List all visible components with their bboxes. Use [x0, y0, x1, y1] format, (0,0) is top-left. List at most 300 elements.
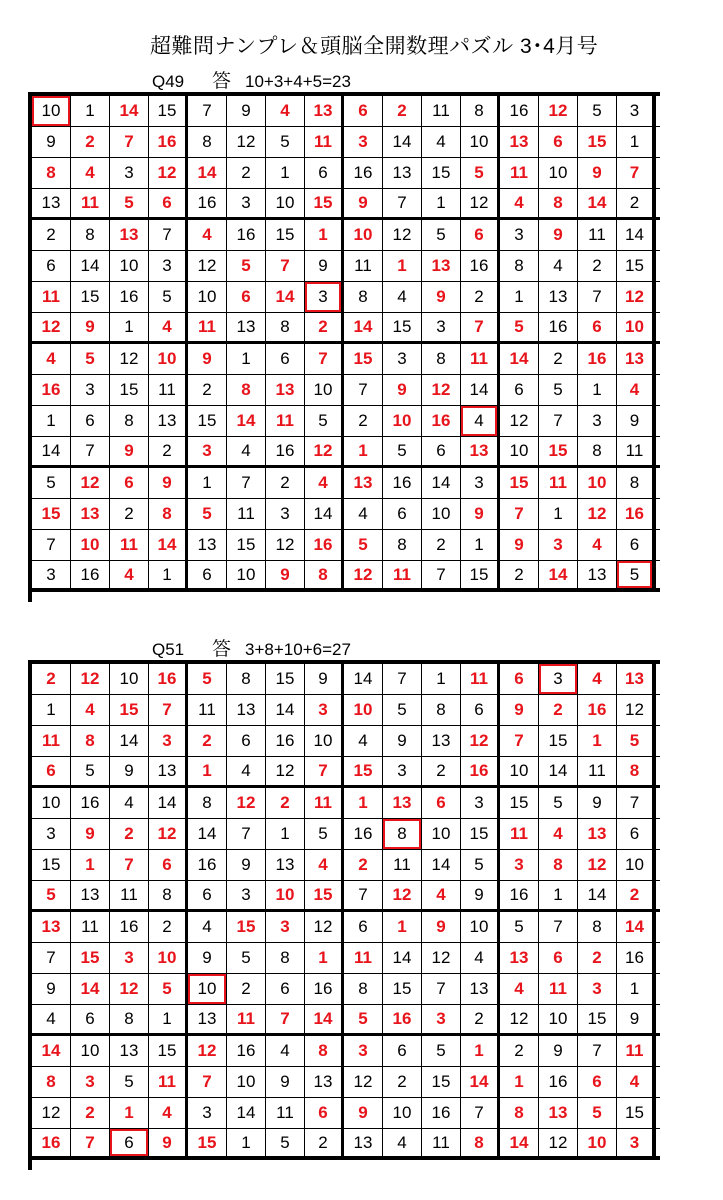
grid-cell: 15	[110, 375, 149, 405]
grid-cell: 2	[539, 344, 578, 374]
grid-cell: 15	[539, 726, 578, 756]
grid-cell: 16	[110, 282, 149, 312]
grid-cell: 15	[344, 344, 383, 374]
grid-cell: 4	[539, 251, 578, 281]
grid-cell: 8	[617, 757, 656, 785]
grid-cell: 4	[32, 344, 71, 374]
grid-cell: 12	[32, 1098, 71, 1128]
grid-cell: 12	[149, 819, 188, 849]
grid-cell: 4	[461, 943, 500, 973]
grid-cell: 3	[149, 726, 188, 756]
grid-cell: 13	[305, 96, 344, 126]
grid-cell: 10	[578, 1129, 617, 1156]
grid-cell: 2	[461, 282, 500, 312]
grid-cell: 13	[188, 1005, 227, 1033]
grid-cell: 15	[188, 406, 227, 436]
grid-cell: 6	[305, 1098, 344, 1128]
grid-cell: 10	[500, 437, 539, 465]
grid-cell: 3	[32, 561, 71, 588]
grid-row	[32, 881, 660, 912]
grid-cell: 11	[71, 189, 110, 217]
grid-cell: 9	[383, 726, 422, 756]
grid-cell: 14	[305, 1005, 344, 1033]
grid-cell: 8	[188, 788, 227, 818]
grid-cell: 15	[266, 664, 305, 694]
grid-cell: 13	[422, 726, 461, 756]
grid-cell: 8	[149, 881, 188, 909]
grid-cell: 6	[32, 251, 71, 281]
grid-cell: 1	[266, 819, 305, 849]
grid-cell: 1	[71, 850, 110, 880]
grid-cell: 6	[188, 561, 227, 588]
grid-cell: 13	[266, 375, 305, 405]
grid-cell: 14	[266, 282, 305, 312]
grid-cell: 4	[539, 819, 578, 849]
grid-cell: 9	[110, 437, 149, 465]
grid-row	[32, 664, 660, 695]
grid-cell: 8	[344, 282, 383, 312]
grid-cell: 14	[500, 1129, 539, 1156]
grid-cell: 9	[305, 664, 344, 694]
grid-cell: 14	[266, 695, 305, 725]
grid-cell: 12	[227, 127, 266, 157]
grid-cell: 14	[383, 943, 422, 973]
grid-cell: 13	[617, 344, 656, 374]
grid-cell: 11	[110, 530, 149, 560]
grid-cell: 5	[539, 375, 578, 405]
highlighted-cell: 6	[110, 1129, 149, 1156]
grid-cell: 14	[188, 158, 227, 188]
grid-cell: 16	[188, 850, 227, 880]
grid-cell: 14	[227, 406, 266, 436]
grid-cell: 1	[305, 943, 344, 973]
grid-cell: 13	[266, 850, 305, 880]
grid-cell: 8	[578, 912, 617, 942]
grid-cell: 12	[110, 974, 149, 1004]
grid-cell: 6	[149, 850, 188, 880]
grid-cell: 12	[500, 1005, 539, 1033]
grid-cell: 13	[500, 127, 539, 157]
grid-cell: 5	[266, 127, 305, 157]
grid-cell: 5	[461, 158, 500, 188]
grid-cell: 11	[422, 1129, 461, 1156]
grid-cell: 12	[149, 158, 188, 188]
sudoku-grid-q49	[28, 92, 660, 602]
grid-row	[32, 499, 660, 530]
grid-cell: 11	[149, 1067, 188, 1097]
grid-row	[32, 561, 660, 592]
grid-cell: 16	[188, 189, 227, 217]
grid-cell: 8	[539, 850, 578, 880]
grid-cell: 16	[32, 1129, 71, 1156]
grid-cell: 1	[578, 726, 617, 756]
grid-cell: 15	[344, 757, 383, 785]
highlighted-cell: 10	[32, 96, 71, 126]
grid-cell: 14	[617, 912, 656, 942]
grid-row	[32, 1005, 660, 1036]
grid-cell: 14	[539, 561, 578, 588]
grid-cell: 11	[383, 561, 422, 588]
grid-cell: 5	[539, 788, 578, 818]
grid-cell: 11	[461, 344, 500, 374]
grid-cell: 5	[617, 726, 656, 756]
grid-cell: 7	[344, 881, 383, 909]
grid-cell: 5	[578, 96, 617, 126]
grid-cell: 13	[110, 1036, 149, 1066]
grid-cell: 16	[71, 788, 110, 818]
grid-cell: 11	[110, 881, 149, 909]
grid-cell: 2	[32, 220, 71, 250]
grid-cell: 10	[305, 375, 344, 405]
grid-cell: 4	[110, 788, 149, 818]
grid-cell: 7	[71, 437, 110, 465]
grid-cell: 1	[344, 788, 383, 818]
grid-cell: 15	[227, 912, 266, 942]
grid-cell: 10	[71, 1036, 110, 1066]
grid-cell: 12	[500, 406, 539, 436]
grid-cell: 16	[227, 1036, 266, 1066]
grid-cell: 16	[71, 561, 110, 588]
grid-cell: 1	[32, 695, 71, 725]
grid-cell: 6	[617, 819, 656, 849]
grid-cell: 7	[266, 251, 305, 281]
grid-row	[32, 530, 660, 561]
grid-cell: 12	[617, 282, 656, 312]
grid-row	[32, 1067, 660, 1098]
grid-cell: 1	[71, 96, 110, 126]
grid-row	[32, 282, 660, 313]
grid-cell: 4	[71, 158, 110, 188]
grid-cell: 9	[422, 912, 461, 942]
grid-cell: 10	[422, 819, 461, 849]
grid-cell: 8	[461, 1129, 500, 1156]
grid-cell: 10	[461, 912, 500, 942]
grid-cell: 2	[383, 96, 422, 126]
grid-cell: 10	[32, 788, 71, 818]
grid-cell: 3	[344, 127, 383, 157]
grid-cell: 7	[461, 1098, 500, 1128]
grid-cell: 3	[110, 943, 149, 973]
grid-cell: 10	[344, 220, 383, 250]
grid-cell: 13	[461, 974, 500, 1004]
grid-cell: 11	[188, 313, 227, 341]
grid-cell: 7	[383, 189, 422, 217]
grid-cell: 9	[227, 850, 266, 880]
grid-cell: 15	[539, 437, 578, 465]
grid-cell: 12	[305, 912, 344, 942]
grid-cell: 15	[500, 468, 539, 498]
grid-cell: 13	[500, 943, 539, 973]
grid-cell: 7	[188, 96, 227, 126]
grid-cell: 15	[422, 158, 461, 188]
grid-cell: 2	[266, 468, 305, 498]
grid-cell: 7	[500, 726, 539, 756]
grid-row	[32, 788, 660, 819]
grid-cell: 8	[344, 974, 383, 1004]
grid-cell: 3	[578, 974, 617, 1004]
grid-cell: 8	[110, 1005, 149, 1033]
grid-cell: 5	[149, 974, 188, 1004]
grid-cell: 1	[539, 499, 578, 529]
grid-cell: 2	[188, 726, 227, 756]
grid-cell: 9	[149, 468, 188, 498]
grid-cell: 12	[422, 375, 461, 405]
grid-row	[32, 96, 660, 127]
grid-cell: 12	[188, 251, 227, 281]
grid-cell: 3	[422, 1005, 461, 1033]
grid-cell: 3	[461, 788, 500, 818]
grid-cell: 6	[110, 468, 149, 498]
grid-cell: 11	[500, 158, 539, 188]
grid-cell: 7	[500, 499, 539, 529]
grid-cell: 9	[617, 406, 656, 436]
grid-cell: 10	[578, 468, 617, 498]
grid-cell: 11	[578, 757, 617, 785]
grid-cell: 8	[227, 375, 266, 405]
grid-cell: 2	[110, 499, 149, 529]
grid-cell: 7	[422, 561, 461, 588]
grid-cell: 13	[344, 468, 383, 498]
grid-row	[32, 819, 660, 850]
grid-cell: 13	[149, 757, 188, 785]
grid-cell: 1	[110, 313, 149, 341]
question-header-q51	[152, 634, 351, 661]
grid-cell: 6	[539, 127, 578, 157]
question-header-q49	[152, 66, 351, 93]
grid-cell: 12	[383, 220, 422, 250]
grid-cell: 9	[71, 313, 110, 341]
grid-cell: 12	[617, 695, 656, 725]
grid-cell: 11	[32, 282, 71, 312]
grid-cell: 1	[227, 344, 266, 374]
grid-cell: 7	[539, 912, 578, 942]
grid-cell: 9	[344, 189, 383, 217]
grid-cell: 3	[617, 96, 656, 126]
grid-cell: 6	[383, 499, 422, 529]
grid-cell: 14	[422, 468, 461, 498]
grid-cell: 3	[188, 437, 227, 465]
grid-cell: 1	[422, 189, 461, 217]
grid-cell: 12	[71, 664, 110, 694]
grid-cell: 8	[227, 664, 266, 694]
grid-cell: 1	[110, 1098, 149, 1128]
grid-cell: 1	[578, 375, 617, 405]
grid-cell: 7	[149, 220, 188, 250]
grid-cell: 7	[32, 943, 71, 973]
grid-cell: 16	[539, 1067, 578, 1097]
grid-cell: 8	[578, 437, 617, 465]
grid-cell: 14	[188, 819, 227, 849]
grid-cell: 3	[32, 819, 71, 849]
grid-cell: 6	[149, 189, 188, 217]
grid-cell: 1	[32, 406, 71, 436]
grid-cell: 8	[422, 344, 461, 374]
grid-row	[32, 695, 660, 726]
grid-cell: 5	[461, 850, 500, 880]
grid-cell: 12	[266, 757, 305, 785]
grid-cell: 3	[266, 499, 305, 529]
grid-cell: 4	[110, 561, 149, 588]
grid-cell: 16	[461, 251, 500, 281]
grid-cell: 14	[305, 499, 344, 529]
grid-cell: 6	[500, 664, 539, 694]
grid-cell: 12	[578, 499, 617, 529]
grid-cell: 9	[383, 375, 422, 405]
grid-cell: 11	[578, 220, 617, 250]
grid-cell: 1	[383, 912, 422, 942]
grid-row	[32, 313, 660, 344]
grid-cell: 16	[383, 1005, 422, 1033]
grid-cell: 10	[461, 127, 500, 157]
grid-cell: 16	[617, 499, 656, 529]
grid-cell: 8	[500, 251, 539, 281]
highlighted-cell: 8	[383, 819, 422, 849]
grid-cell: 3	[71, 1067, 110, 1097]
grid-cell: 5	[500, 313, 539, 341]
grid-cell: 6	[227, 726, 266, 756]
answer-label: 答	[212, 639, 232, 660]
grid-cell: 2	[500, 561, 539, 588]
grid-cell: 10	[110, 664, 149, 694]
grid-cell: 9	[578, 788, 617, 818]
grid-cell: 15	[422, 1067, 461, 1097]
grid-cell: 12	[188, 1036, 227, 1066]
grid-cell: 5	[422, 1036, 461, 1066]
grid-cell: 11	[617, 437, 656, 465]
grid-cell: 14	[500, 344, 539, 374]
grid-cell: 11	[305, 127, 344, 157]
grid-cell: 13	[578, 819, 617, 849]
grid-cell: 13	[71, 881, 110, 909]
grid-cell: 14	[71, 974, 110, 1004]
grid-cell: 12	[266, 530, 305, 560]
grid-cell: 4	[227, 757, 266, 785]
grid-cell: 16	[266, 437, 305, 465]
grid-row	[32, 344, 660, 375]
grid-cell: 3	[344, 1036, 383, 1066]
grid-cell: 7	[110, 850, 149, 880]
grid-cell: 15	[383, 974, 422, 1004]
grid-cell: 1	[461, 1036, 500, 1066]
grid-cell: 5	[110, 189, 149, 217]
grid-cell: 14	[422, 850, 461, 880]
grid-row	[32, 1036, 660, 1067]
grid-cell: 3	[461, 468, 500, 498]
grid-cell: 15	[578, 1005, 617, 1033]
grid-cell: 13	[617, 664, 656, 694]
grid-cell: 11	[500, 819, 539, 849]
grid-cell: 11	[344, 251, 383, 281]
grid-cell: 6	[500, 375, 539, 405]
grid-cell: 5	[71, 344, 110, 374]
grid-cell: 5	[110, 1067, 149, 1097]
grid-cell: 5	[422, 220, 461, 250]
grid-row	[32, 220, 660, 251]
grid-cell: 14	[71, 251, 110, 281]
grid-cell: 8	[266, 313, 305, 341]
grid-cell: 8	[500, 1098, 539, 1128]
grid-cell: 6	[539, 943, 578, 973]
grid-cell: 6	[266, 344, 305, 374]
grid-cell: 7	[617, 788, 656, 818]
grid-cell: 6	[578, 313, 617, 341]
grid-cell: 10	[227, 561, 266, 588]
grid-cell: 1	[422, 664, 461, 694]
grid-cell: 7	[305, 344, 344, 374]
grid-cell: 7	[227, 468, 266, 498]
grid-cell: 4	[500, 189, 539, 217]
grid-cell: 15	[500, 788, 539, 818]
grid-cell: 3	[500, 220, 539, 250]
grid-cell: 14	[383, 127, 422, 157]
grid-cell: 16	[305, 974, 344, 1004]
grid-cell: 9	[71, 819, 110, 849]
grid-cell: 4	[149, 313, 188, 341]
grid-cell: 10	[149, 344, 188, 374]
grid-cell: 10	[344, 695, 383, 725]
grid-cell: 15	[32, 499, 71, 529]
grid-cell: 14	[227, 1098, 266, 1128]
grid-cell: 10	[266, 881, 305, 909]
grid-cell: 15	[149, 96, 188, 126]
grid-cell: 11	[227, 499, 266, 529]
grid-cell: 7	[71, 1129, 110, 1156]
grid-row	[32, 1098, 660, 1129]
grid-cell: 10	[305, 726, 344, 756]
grid-cell: 14	[617, 220, 656, 250]
grid-cell: 4	[383, 1129, 422, 1156]
grid-cell: 16	[422, 1098, 461, 1128]
grid-cell: 12	[344, 1067, 383, 1097]
grid-cell: 2	[383, 1067, 422, 1097]
grid-cell: 1	[344, 437, 383, 465]
grid-cell: 12	[110, 344, 149, 374]
grid-cell: 8	[32, 158, 71, 188]
grid-cell: 6	[71, 1005, 110, 1033]
grid-cell: 12	[422, 943, 461, 973]
grid-cell: 11	[227, 1005, 266, 1033]
grid-cell: 4	[422, 881, 461, 909]
grid-cell: 12	[578, 850, 617, 880]
grid-cell: 3	[500, 850, 539, 880]
grid-cell: 16	[461, 757, 500, 785]
grid-cell: 13	[383, 158, 422, 188]
grid-row	[32, 974, 660, 1005]
grid-cell: 16	[149, 664, 188, 694]
grid-cell: 9	[617, 1005, 656, 1033]
grid-cell: 5	[32, 468, 71, 498]
grid-cell: 7	[539, 406, 578, 436]
grid-cell: 8	[461, 96, 500, 126]
grid-cell: 4	[266, 96, 305, 126]
grid-cell: 2	[32, 664, 71, 694]
grid-cell: 2	[110, 819, 149, 849]
grid-cell: 11	[32, 726, 71, 756]
grid-cell: 9	[266, 561, 305, 588]
grid-cell: 2	[617, 881, 656, 909]
grid-cell: 14	[344, 664, 383, 694]
grid-cell: 11	[422, 96, 461, 126]
grid-cell: 11	[383, 850, 422, 880]
grid-cell: 1	[617, 974, 656, 1004]
grid-cell: 16	[578, 695, 617, 725]
grid-cell: 2	[149, 912, 188, 942]
grid-cell: 7	[383, 664, 422, 694]
question-id: Q51	[152, 640, 185, 659]
grid-cell: 2	[149, 437, 188, 465]
grid-cell: 12	[383, 881, 422, 909]
grid-cell: 2	[578, 251, 617, 281]
